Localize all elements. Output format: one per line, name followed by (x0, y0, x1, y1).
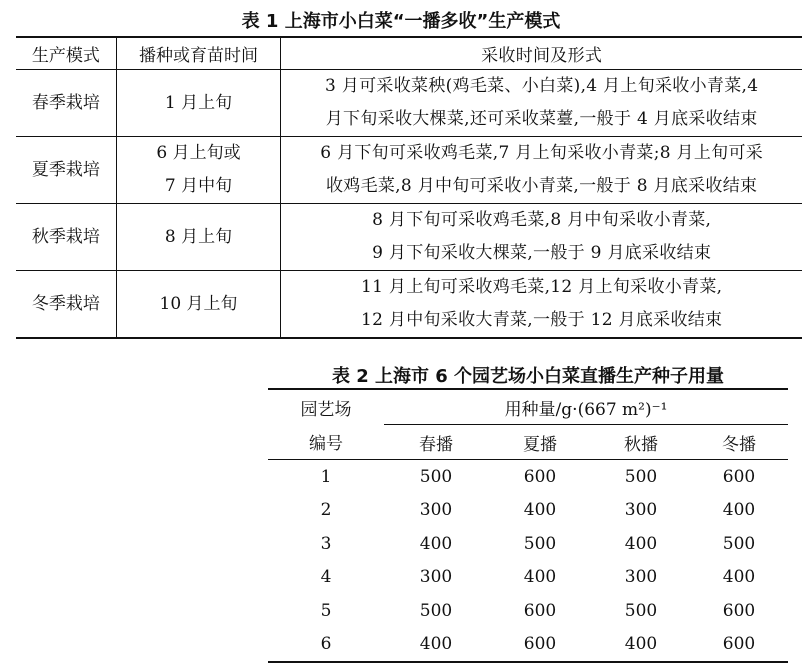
header-production-mode: 生产模式 (16, 37, 116, 70)
harvest-line: 收鸡毛菜,8 月中旬可采收小青菜,一般于 8 月底采收结束 (325, 176, 758, 196)
farm-number-cell: 3 (320, 533, 332, 554)
summer-value-cell: 600 (523, 600, 557, 621)
autumn-value-cell: 300 (624, 500, 658, 521)
table-row (16, 70, 802, 137)
summer-value-cell: 500 (523, 533, 557, 554)
header-seed-dosage: 用种量/g·(667 m²)⁻¹ (384, 389, 788, 425)
farm-number-cell: 1 (320, 466, 332, 487)
spring-value-cell: 500 (419, 466, 453, 487)
harvest-line: 9 月下旬采收大棵菜,一般于 9 月底采收结束 (372, 243, 712, 263)
summer-value-cell: 600 (523, 466, 557, 487)
header-autumn-sowing: 秋播 (624, 434, 658, 455)
harvest-line: 11 月上旬可采收鸡毛菜,12 月上旬采收小青菜, (360, 277, 723, 297)
header-spring-sowing: 春播 (419, 434, 453, 455)
farm-number-cell: 6 (320, 634, 332, 655)
table-row (268, 527, 788, 561)
table2-header-row-1 (268, 389, 788, 425)
harvest-cell (281, 271, 802, 339)
spring-value-cell: 500 (419, 600, 453, 621)
spring-value-cell: 400 (419, 533, 453, 554)
mode-cell: 秋季栽培 (16, 204, 116, 271)
header-sowing-time: 播种或育苗时间 (116, 37, 281, 70)
time-line: 6 月上旬或 (156, 143, 241, 163)
table-row (268, 628, 788, 663)
winter-value-cell: 500 (722, 533, 756, 554)
time-line: 7 月中旬 (164, 176, 233, 196)
harvest-line: 8 月下旬可采收鸡毛菜,8 月中旬采收小青菜, (372, 210, 712, 230)
spring-value-cell: 300 (419, 567, 453, 588)
harvest-line: 12 月中旬采收大青菜,一般于 12 月底采收结束 (360, 310, 723, 330)
time-line: 10 月上旬 (159, 293, 238, 314)
time-line: 1 月上旬 (164, 92, 233, 113)
autumn-value-cell: 300 (624, 567, 658, 588)
table-row (16, 204, 802, 271)
farm-number-cell: 5 (320, 600, 332, 621)
spring-value-cell: 300 (419, 500, 453, 521)
harvest-cell (281, 204, 802, 271)
time-cell (116, 204, 281, 271)
table-row (268, 561, 788, 595)
time-cell (116, 70, 281, 137)
mode-cell: 冬季栽培 (16, 271, 116, 339)
winter-value-cell: 600 (722, 466, 756, 487)
summer-value-cell: 600 (523, 634, 557, 655)
harvest-line: 月下旬采收大棵菜,还可采收菜薹,一般于 4 月底采收结束 (325, 109, 758, 129)
table1-header-row (16, 37, 802, 70)
harvest-cell (281, 70, 802, 137)
mode-cell: 夏季栽培 (16, 137, 116, 204)
header-summer-sowing: 夏播 (523, 434, 557, 455)
summer-value-cell: 400 (523, 567, 557, 588)
table2-header-row-2 (268, 425, 788, 460)
time-line: 8 月上旬 (164, 226, 233, 247)
winter-value-cell: 400 (722, 500, 756, 521)
farm-number-cell: 2 (320, 500, 332, 521)
header-farm-number: 编号 (309, 434, 343, 455)
table1-caption: 表 1 上海市小白菜“一播多收”生产模式 (241, 11, 561, 32)
table-row (16, 137, 802, 204)
autumn-value-cell: 400 (624, 634, 658, 655)
summer-value-cell: 400 (523, 500, 557, 521)
harvest-cell (281, 137, 802, 204)
mode-cell: 春季栽培 (16, 70, 116, 137)
table-row (268, 460, 788, 494)
autumn-value-cell: 500 (624, 466, 658, 487)
production-mode-table (16, 36, 802, 339)
time-cell (116, 271, 281, 339)
seed-dosage-table (268, 388, 788, 663)
table-row (268, 494, 788, 528)
table-row (16, 271, 802, 339)
harvest-line: 6 月下旬可采收鸡毛菜,7 月上旬采收小青菜;8 月上旬可采 (320, 143, 764, 163)
table2-caption: 表 2 上海市 6 个园艺场小白菜直播生产种子用量 (331, 366, 725, 387)
autumn-value-cell: 400 (624, 533, 658, 554)
winter-value-cell: 600 (722, 634, 756, 655)
winter-value-cell: 400 (722, 567, 756, 588)
spring-value-cell: 400 (419, 634, 453, 655)
header-winter-sowing: 冬播 (722, 434, 756, 455)
harvest-line: 3 月可采收菜秧(鸡毛菜、小白菜),4 月上旬采收小青菜,4 (325, 76, 759, 96)
header-harvest-form: 采收时间及形式 (481, 46, 603, 66)
time-cell (116, 137, 281, 204)
winter-value-cell: 600 (722, 600, 756, 621)
table-row (268, 594, 788, 628)
farm-number-cell: 4 (320, 567, 332, 588)
autumn-value-cell: 500 (624, 600, 658, 621)
header-farm: 园艺场 (300, 399, 352, 420)
